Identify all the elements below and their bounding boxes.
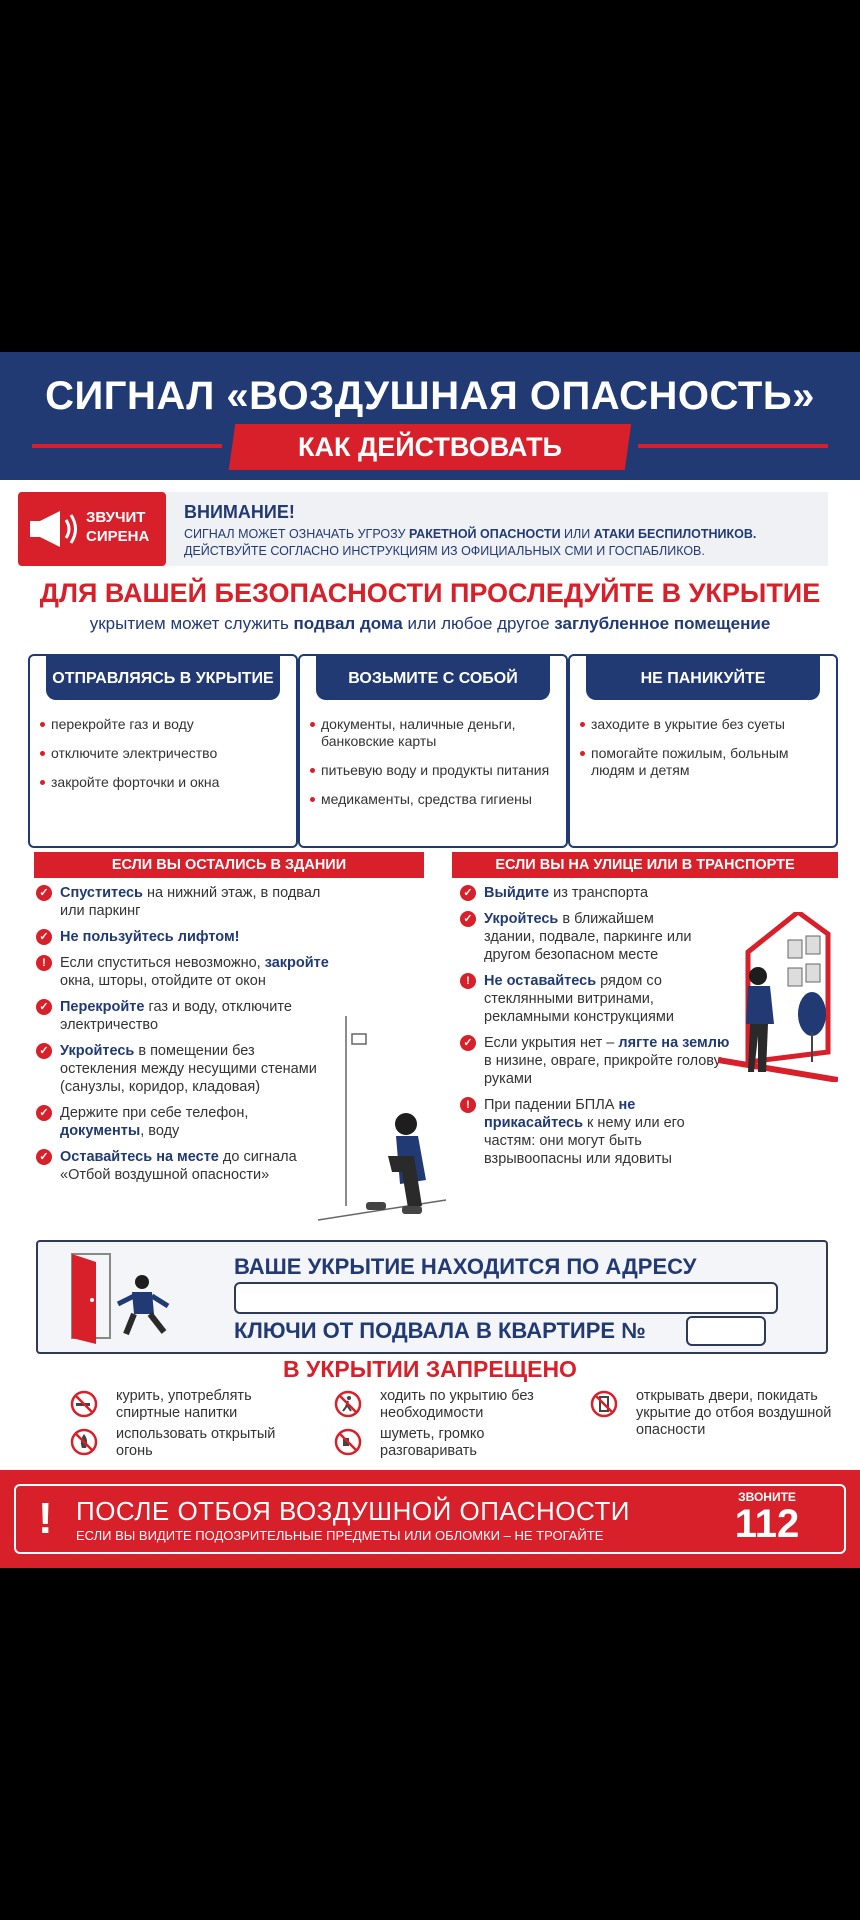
rule-bold: лягте на землю	[618, 1035, 730, 1051]
rule-bold: закройте	[264, 955, 329, 971]
rule-bold: Выйдите	[484, 885, 550, 901]
safety-title: ДЛЯ ВАШЕЙ БЕЗОПАСНОСТИ ПРОСЛЕДУЙТЕ В УКРЫТИЕ	[39, 578, 821, 608]
no-door-icon	[590, 1390, 618, 1418]
rule-item	[36, 884, 332, 920]
no-smoking-icon	[70, 1390, 98, 1418]
footer-sub-text: ЕСЛИ ВЫ ВИДИТЕ ПОДОЗРИТЕЛЬНЫЕ ПРЕДМЕТЫ ИЛИ ОБЛОМКИ – НЕ ТРОГАЙТЕ	[76, 1528, 604, 1543]
no-walking-icon	[334, 1390, 362, 1418]
street-rules	[460, 884, 730, 1176]
column-list	[40, 716, 290, 803]
rule-text: до сигнала «Отбой воздушной опасности»	[60, 1149, 297, 1183]
rule-bold: Спуститесь	[60, 885, 143, 901]
rule-text: в помещении без остекления между несущими стенами (санузлы, коридор, кладовая)	[60, 1043, 317, 1095]
forbidden-item	[590, 1388, 836, 1439]
rule-text: При падении БПЛА	[484, 1097, 619, 1113]
warning-icon: !	[36, 955, 52, 971]
rule-text: к нему или его частям: они могут быть взрывоопасны или ядовиты	[484, 1115, 685, 1167]
rule-item	[36, 1104, 332, 1140]
attention-text-part: ДЕЙСТВУЙТЕ СОГЛАСНО ИНСТРУКЦИЯМ ИЗ ОФИЦИАЛЬНЫХ СМИ И ГОСПАБЛИКОВ.	[184, 544, 705, 558]
list-item: помогайте пожилым, больным людям и детям	[580, 745, 830, 779]
rule-text: Если укрытия нет –	[484, 1035, 619, 1051]
rule-bold: Укройтесь	[60, 1043, 135, 1059]
header-divider-right	[638, 444, 828, 448]
header-divider-left	[32, 444, 222, 448]
rule-item	[460, 1034, 730, 1088]
rule-item	[36, 1148, 332, 1184]
forbidden-text: использовать открытый огонь	[116, 1426, 276, 1459]
emergency-number[interactable]: 112	[734, 1502, 800, 1546]
shelter-address-label: ВАШЕ УКРЫТИЕ НАХОДИТСЯ ПО АДРЕСУ	[234, 1254, 697, 1279]
rule-item	[36, 954, 332, 990]
street-person-illustration	[718, 912, 838, 1082]
column-heading: ВОЗЬМИТЕ С СОБОЙ	[316, 656, 550, 700]
rule-item	[460, 910, 704, 964]
rule-text: в ближайшем здании, подвале, паркинге или другом безопасном месте	[484, 911, 692, 963]
rule-text: окна, шторы, отойдите от окон	[60, 973, 266, 989]
check-icon: ✓	[460, 885, 476, 901]
attention-text-bold: АТАКИ БЕСПИЛОТНИКОВ.	[593, 527, 757, 541]
rule-text: Держите при себе телефон,	[60, 1105, 249, 1121]
rule-text: рядом со стеклянными витринами, рекламными конструкциями	[484, 973, 674, 1025]
rule-item	[36, 928, 332, 946]
rule-item	[460, 884, 730, 902]
forbidden-item	[334, 1426, 580, 1460]
rule-item	[460, 1096, 714, 1168]
megaphone-icon	[26, 506, 82, 552]
exclamation-icon: !	[38, 1494, 53, 1543]
rule-item	[36, 998, 332, 1034]
warning-icon: !	[460, 973, 476, 989]
building-section-title: ЕСЛИ ВЫ ОСТАЛИСЬ В ЗДАНИИ	[34, 852, 424, 878]
alert-box	[18, 492, 828, 566]
rule-bold: Не пользуйтесь лифтом!	[60, 929, 240, 945]
check-icon: ✓	[36, 1043, 52, 1059]
list-item: питьевую воду и продукты питания	[310, 762, 560, 779]
header	[0, 352, 860, 480]
rule-text: газ и воду, отключите электричество	[60, 999, 292, 1033]
list-item: перекройте газ и воду	[40, 716, 290, 733]
building-rules	[36, 884, 332, 1192]
forbidden-item	[70, 1426, 306, 1460]
forbidden-item	[334, 1388, 580, 1422]
column-go-to-shelter	[28, 654, 298, 848]
rule-item	[36, 1042, 332, 1096]
attention-text-part: ИЛИ	[560, 527, 594, 541]
header-subtitle-text: КАК ДЕЙСТВОВАТЬ	[298, 432, 562, 462]
forbidden-text: ходить по укрытию без необходимости	[380, 1388, 534, 1421]
forbidden-title: В УКРЫТИИ ЗАПРЕЩЕНО	[283, 1356, 577, 1382]
rule-text: в низине, овраге, прикройте голову руками	[484, 1053, 721, 1087]
attention-title: ВНИМАНИЕ!	[184, 502, 295, 522]
forbidden-text: шуметь, громко разговаривать	[380, 1426, 485, 1459]
sitting-person-illustration	[318, 1016, 448, 1226]
list-item: заходите в укрытие без суеты	[580, 716, 830, 733]
check-icon: ✓	[36, 1105, 52, 1121]
safety-subtitle-part: или любое другое	[402, 614, 555, 633]
safety-subtitle-bold: подвал дома	[293, 614, 403, 633]
rule-item	[460, 972, 704, 1026]
no-noise-icon	[334, 1428, 362, 1456]
apartment-number-field[interactable]	[686, 1316, 766, 1346]
safety-subtitle-bold: заглубленное помещение	[554, 614, 771, 633]
basement-keys-label: КЛЮЧИ ОТ ПОДВАЛА В КВАРТИРЕ №	[234, 1318, 646, 1343]
check-icon: ✓	[36, 929, 52, 945]
list-item: медикаменты, средства гигиены	[310, 791, 560, 808]
door-exit-icon	[68, 1248, 178, 1344]
poster	[0, 352, 860, 1568]
shelter-address-field[interactable]	[234, 1282, 778, 1314]
attention-text-part: СИГНАЛ МОЖЕТ ОЗНАЧАТЬ УГРОЗУ	[184, 527, 409, 541]
footer	[0, 1470, 860, 1568]
column-heading: НЕ ПАНИКУЙТЕ	[586, 656, 820, 700]
header-subtitle	[229, 424, 631, 470]
column-heading: ОТПРАВЛЯЯСЬ В УКРЫТИЕ	[46, 656, 280, 700]
footer-main-text: ПОСЛЕ ОТБОЯ ВОЗДУШНОЙ ОПАСНОСТИ	[76, 1496, 630, 1526]
attention-text-bold: РАКЕТНОЙ ОПАСНОСТИ	[408, 527, 561, 541]
check-icon: ✓	[36, 999, 52, 1015]
list-item: закройте форточки и окна	[40, 774, 290, 791]
column-take-with-you	[298, 654, 568, 848]
rule-text: на нижний этаж, в подвал или паркинг	[60, 885, 321, 919]
rule-bold: не прикасайтесь	[484, 1097, 636, 1131]
safety-subtitle	[0, 614, 860, 634]
rule-bold: Не оставайтесь	[484, 973, 597, 989]
forbidden-item	[70, 1388, 306, 1422]
check-icon: ✓	[460, 1035, 476, 1051]
attention-text	[184, 526, 824, 560]
rule-text: Если спуститься невозможно,	[60, 955, 265, 971]
no-fire-icon	[70, 1428, 98, 1456]
check-icon: ✓	[36, 885, 52, 901]
rule-bold: Оставайтесь на месте	[60, 1149, 219, 1165]
shelter-address-box	[36, 1240, 828, 1354]
column-list	[580, 716, 830, 791]
footer-box	[14, 1484, 846, 1554]
rule-bold: документы	[60, 1123, 141, 1139]
rule-text: из транспорта	[549, 885, 649, 901]
siren-label: ЗВУЧИТ СИРЕНА	[86, 509, 150, 545]
check-icon: ✓	[36, 1149, 52, 1165]
warning-icon: !	[460, 1097, 476, 1113]
street-section-title: ЕСЛИ ВЫ НА УЛИЦЕ ИЛИ В ТРАНСПОРТЕ	[452, 852, 838, 878]
call-label: ЗВОНИТЕ	[738, 1490, 796, 1504]
list-item: отключите электричество	[40, 745, 290, 762]
siren-badge	[18, 492, 166, 566]
forbidden-text: курить, употреблять спиртные напитки	[116, 1388, 252, 1421]
safety-subtitle-part: укрытием может служить	[89, 614, 294, 633]
rule-bold: Перекройте	[60, 999, 145, 1015]
page-title: СИГНАЛ «ВОЗДУШНАЯ ОПАСНОСТЬ»	[45, 374, 815, 418]
forbidden-text: открывать двери, покидать укрытие до отбоя воздушной опасности	[636, 1388, 832, 1438]
rule-text: , воду	[140, 1123, 180, 1139]
column-dont-panic	[568, 654, 838, 848]
column-list	[310, 716, 560, 820]
list-item: документы, наличные деньги, банковские карты	[310, 716, 560, 750]
check-icon: ✓	[460, 911, 476, 927]
rule-bold: Укройтесь	[484, 911, 559, 927]
